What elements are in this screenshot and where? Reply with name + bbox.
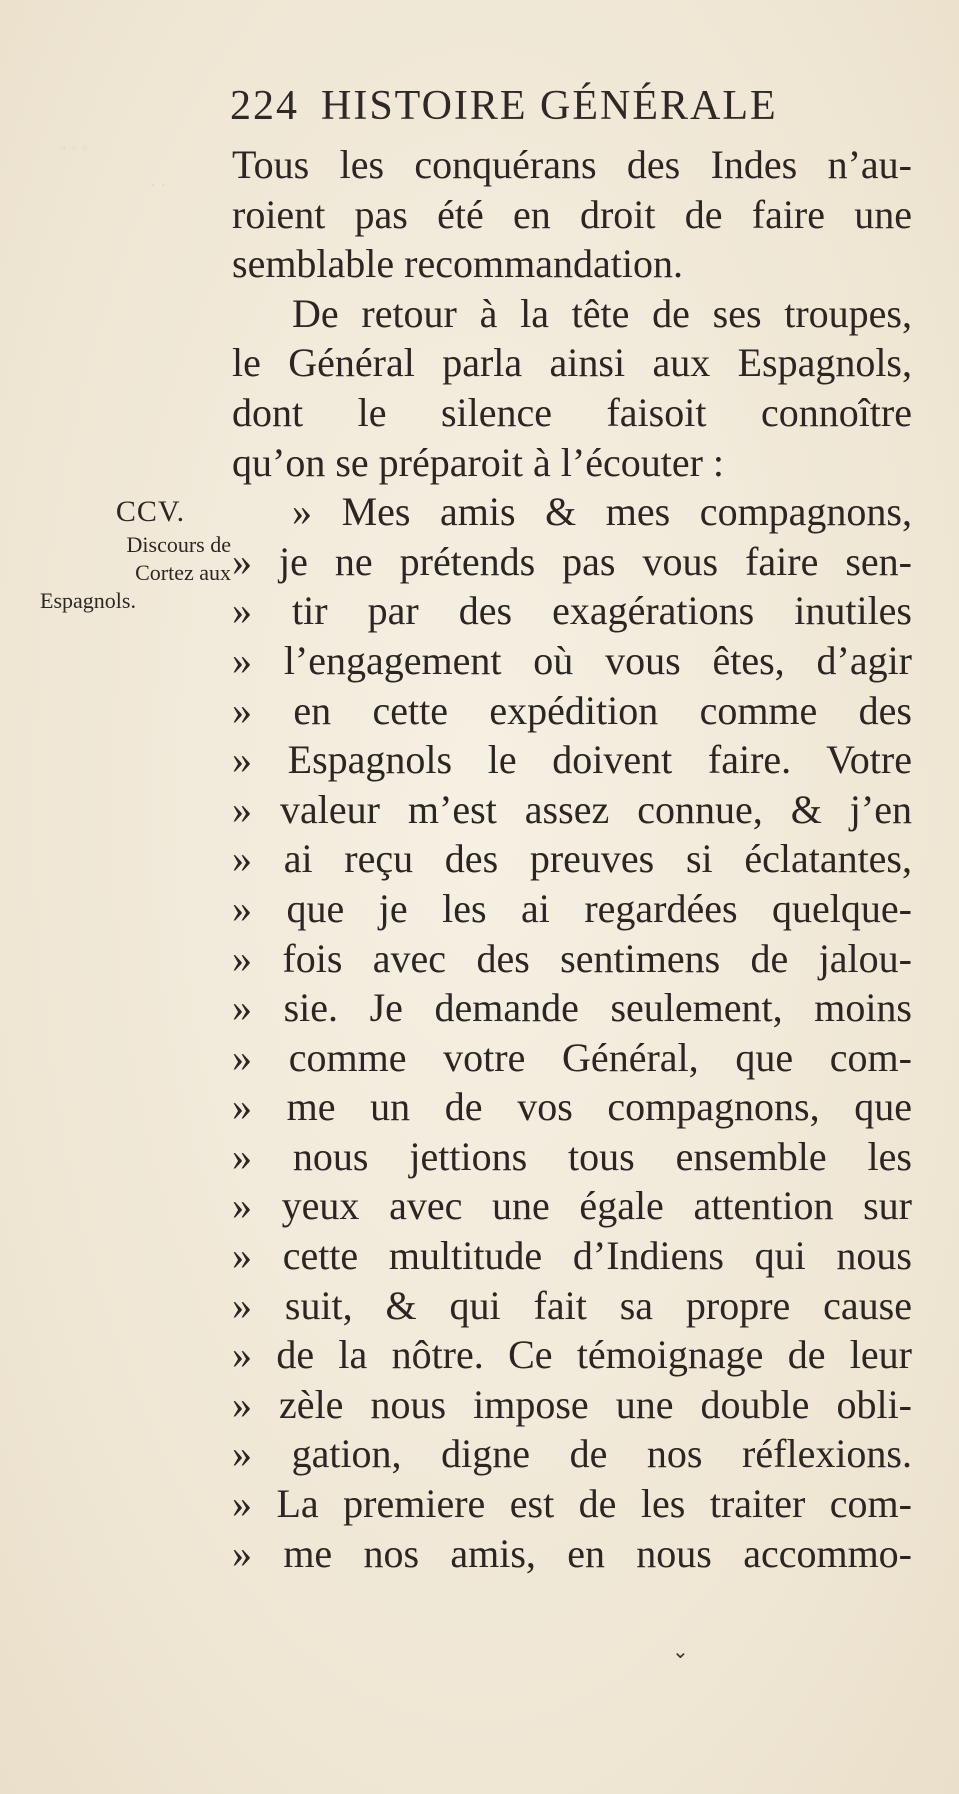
text-line: Tous les conquérans des Indes n’au- — [232, 142, 912, 187]
text-line: » l’engagement où vous êtes, d’agir — [232, 637, 912, 683]
text-line: » je ne prétends pas vous faire sen- — [232, 538, 912, 584]
marginal-note — [40, 493, 235, 615]
text-line: » Espagnols le doivent faire. Votre — [232, 737, 912, 783]
text-line: » nous jettions tous ensemble les — [232, 1133, 912, 1179]
text-line: » ai reçu des preuves si éclatantes, — [232, 836, 912, 882]
text-line: » sie. Je demande seulement, moins — [232, 985, 912, 1031]
text-line: dont le silence faisoit connoître — [232, 389, 912, 435]
text-line: » comme votre Général, que com- — [232, 1034, 912, 1080]
page-number: 224 — [230, 83, 299, 129]
text-line: » en cette expédition comme des — [232, 687, 912, 733]
show-through-text: · · — [150, 175, 167, 195]
text-line: » suit, & qui fait sa propre cause — [232, 1282, 912, 1328]
text-line: » de la nôtre. Ce témoignage de leur — [232, 1332, 912, 1378]
section-number: CCV. — [115, 495, 186, 528]
text-line: » gation, digne de nos réflexions. — [232, 1431, 912, 1477]
text-line: » me nos amis, en nous accommo- — [232, 1530, 912, 1576]
text-line: qu’on se préparoit à l’écouter : — [232, 439, 725, 485]
text-line: » yeux avec une égale attention sur — [232, 1183, 912, 1229]
show-through-text: ◦ ◦ ◦ — [60, 138, 89, 158]
text-line: » La premiere est de les traiter com- — [232, 1481, 912, 1527]
text-line: De retour à la tête de ses troupes, — [292, 290, 912, 336]
running-title: HISTOIRE GÉNÉRALE — [321, 83, 778, 129]
text-line: » Mes amis & mes compagnons, — [292, 489, 912, 535]
marginal-note-line: Discours de — [126, 532, 231, 557]
body-text — [232, 140, 912, 1578]
text-line: le Général parla ainsi aux Espagnols, — [232, 340, 912, 386]
text-line: » zèle nous impose une double obli- — [232, 1381, 912, 1427]
text-line: » me un de vos compagnons, que — [232, 1084, 912, 1130]
printer-mark: ⌄ — [672, 1639, 689, 1663]
text-line: » tir par des exagérations inutiles — [232, 588, 912, 634]
text-line: roient pas été en droit de faire une — [232, 191, 912, 237]
text-line: » fois avec des sentimens de jalou- — [232, 935, 912, 981]
marginal-note-line: Espagnols. — [40, 588, 136, 613]
text-line: » cette multitude d’Indiens qui nous — [232, 1233, 912, 1279]
text-line: » valeur m’est assez connue, & j’en — [232, 786, 912, 832]
marginal-note-line: Cortez aux — [135, 560, 231, 585]
text-line: » que je les ai regardées quelque- — [232, 885, 912, 931]
text-line: semblable recommandation. — [232, 241, 683, 287]
running-header — [230, 82, 870, 132]
